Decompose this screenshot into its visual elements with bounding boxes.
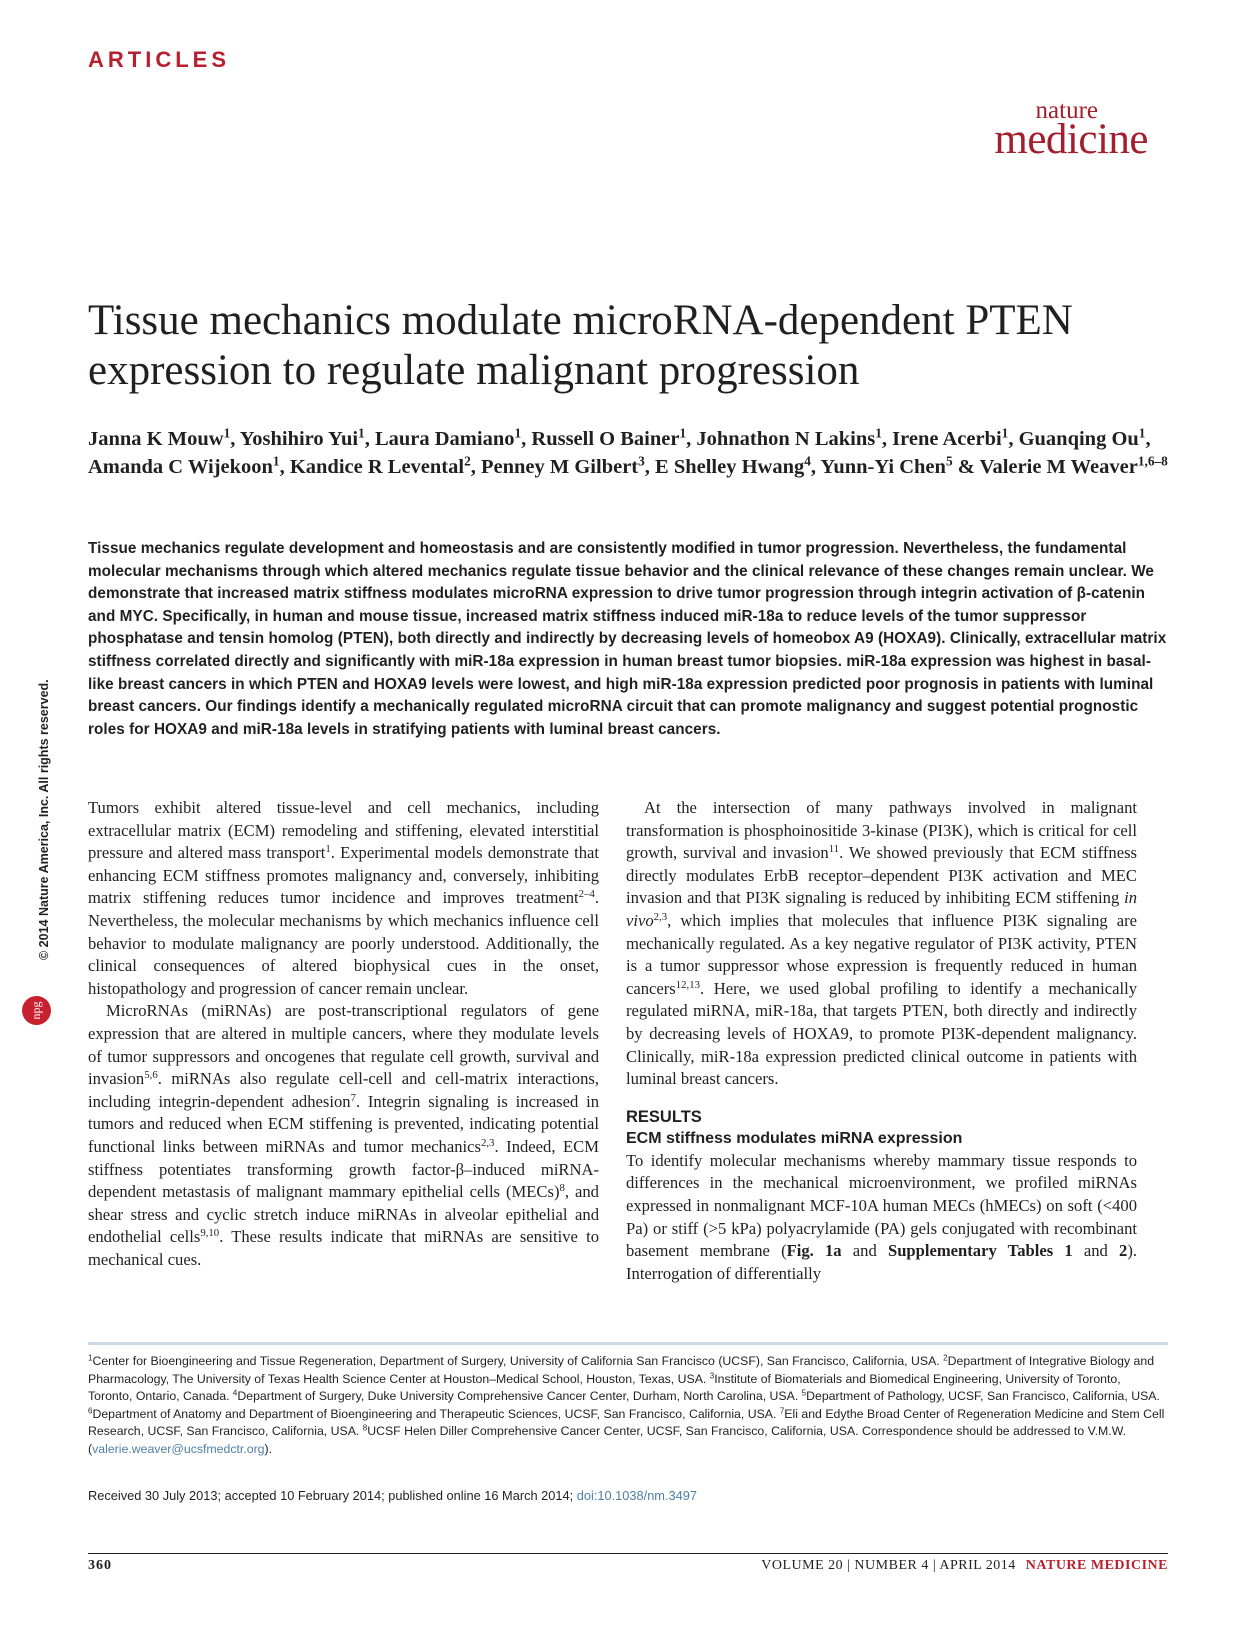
text-run: and [841,1241,888,1261]
reference-superscript: 1 [88,1353,93,1363]
italic-text: in vivo [626,888,1137,930]
reference-superscript: 5,6 [144,1069,158,1082]
text-run: ). Interrogation of differentially [626,1241,1137,1283]
section-label: ARTICLES [88,47,230,72]
footer-journal-name: NATURE MEDICINE [1025,1558,1168,1573]
npg-logo: npg [22,996,51,1025]
author-name: Guanqing Ou [1018,428,1139,450]
reference-superscript: 6 [88,1406,93,1416]
author-list [88,425,1168,481]
text-run: Department of Integrative Biology and Pharmacology, The University of Texas Health Science Center at Houston–Medical School, Houston, Texas, USA. [88,1354,1155,1386]
footer-divider [88,1553,1168,1554]
author-name: E Shelley Hwang [655,456,805,478]
body-paragraph [88,797,599,1000]
author-name: Valerie M Weaver [979,456,1138,478]
reference-superscript: 8 [559,1182,565,1195]
text-run: ). [264,1441,273,1456]
author-name: Russell O Bainer [531,428,680,450]
author-name: Janna K Mouw [88,428,224,450]
body-paragraph [88,1000,599,1271]
text-run: . These results indicate that miRNAs are sensitive to mechanical cues. [88,1227,599,1269]
author-separator: , [230,428,240,450]
reference-superscript: 12,13 [675,978,701,991]
text-run: . Here, we used global profiling to identify a mechanically regulated miRNA, miR-18a, that targets PTEN, both directly and indirectly by decreasing levels of HOXA9, to promote PI3K-dependent malignancy. Clinically, miR-18a expression predicted clinical outcome in patients with luminal breast cancers. [626,978,1137,1089]
reference-superscript: 7 [350,1091,356,1104]
body-paragraph [626,1150,1137,1286]
author-affiliation-marker: 1 [679,425,687,441]
author-separator: , [686,428,697,450]
reference-superscript: 11 [828,843,840,856]
footer-issue-info [761,1558,1168,1574]
text-run: , and shear stress and cyclic stretch induce miRNAs in alveolar epithelial and endothelial cells [88,1182,599,1247]
author-separator: , [881,428,893,450]
logo-line-nature: nature [1035,97,1098,124]
author-affiliation-marker: 1 [514,425,522,441]
logo-line-medicine: medicine [994,116,1148,163]
reference-superscript: 3 [709,1371,715,1381]
reference-superscript: 7 [779,1406,785,1416]
text-run: . We showed previously that ECM stiffness directly modulates ErbB receptor–dependent PI3K activation and MEC invasion and that PI3K signaling is reduced by inhibiting ECM stiffening [626,843,1137,908]
author-name: Kandice R Levental [289,456,465,478]
results-subheading: ECM stiffness modulates miRNA expression [626,1129,963,1147]
text-run: Department of Anatomy and Department of Bioengineering and Therapeutic Sciences, UCSF, San Francisco, California, USA. [92,1406,780,1421]
author-separator: , [470,456,481,478]
text-run: UCSF Helen Diller Comprehensive Cancer Center, UCSF, San Francisco, California, USA. Correspondence should be addressed to V.M.W. ( [88,1424,1127,1456]
text-run: , which implies that molecules that influence PI3K signaling are mechanically regulated. As a key negative regulator of PI3K activity, PTEN is a tumor suppressor whose expression is frequently reduced in human cancers [626,910,1137,998]
copyright-notice: © 2014 Nature America, Inc. All rights reserved. [37,679,51,960]
author-separator: & [952,456,980,478]
text-run: Department of Pathology, UCSF, San Francisco, California, USA. [806,1389,1160,1403]
author-separator: , [810,456,821,478]
author-separator: , [521,428,532,450]
author-affiliation-marker: 2 [464,453,471,469]
reference-superscript: 5 [801,1388,807,1398]
author-affiliation-marker: 1 [358,425,365,441]
page-number: 360 [88,1558,112,1573]
author-separator: , [644,456,656,478]
text-run: . miRNAs also regulate cell-cell and cell-matrix interactions, including integrin-dependent adhesion [88,1069,599,1111]
body-column-right [626,797,1137,1285]
author-affiliation-marker: 1 [875,425,882,441]
figure-reference: 2 [1119,1241,1128,1261]
author-affiliation-marker: 3 [638,453,645,469]
footnote-divider [88,1342,1168,1345]
author-name: Yoshihiro Yui [239,428,359,450]
results-heading: RESULTS [626,1107,702,1126]
figure-reference: Fig. 1a [786,1241,842,1261]
received-dates: Received 30 July 2013; accepted 10 February 2014; published online 16 March 2014; [88,1488,577,1503]
author-name: Johnathon N Lakins [696,428,876,450]
affiliations [88,1353,1168,1458]
author-separator: , [364,428,375,450]
reference-superscript: 9,10 [200,1227,220,1240]
author-affiliation-marker: 1 [1138,425,1146,441]
author-separator: , [1008,428,1019,450]
author-name: Amanda C Wijekoon [88,456,273,478]
received-line [88,1487,1168,1505]
author-affiliation-marker: 1 [272,453,280,469]
body-column-left [88,797,599,1271]
journal-logo [968,97,1148,163]
text-run: . Experimental models demonstrate that enhancing ECM stiffness promotes malignancy and, conversely, inhibiting matrix stiffening reduces tumor incidence and improves treatment [88,843,599,908]
reference-superscript: 1 [325,843,331,856]
reference-superscript: 2,3 [653,911,668,924]
author-name: Laura Damiano [374,428,515,450]
text-run: Tumors exhibit altered tissue-level and cell mechanics, including extracellular matrix (ECM) remodeling and stiffening, elevated interstitial pressure and altered mass transport [88,798,599,863]
author-affiliation-marker: 5 [945,453,953,469]
author-separator: , [1145,428,1151,450]
text-run: Center for Bioengineering and Tissue Regeneration, Department of Surgery, University of California San Francisco (UCSF), San Francisco, California, USA. [92,1354,944,1368]
text-run: MicroRNAs (miRNAs) are post-transcriptional regulators of gene expression that are altered in multiple cancers, where they modulate levels of tumor suppressors and oncogenes that regulate cell growth, survival and invasion [88,1001,599,1089]
author-affiliation-marker: 1 [1001,425,1009,441]
reference-superscript: 2–4 [578,888,595,901]
author-affiliation-marker: 1 [223,425,231,441]
doi-link[interactable]: doi:10.1038/nm.3497 [576,1488,697,1503]
text-run: . Indeed, ECM stiffness potentiates transforming growth factor-β–induced miRNA-dependent metastasis of malignant mammary epithelial cells (MECs) [88,1136,599,1202]
text-run: . Integrin signaling is increased in tumors and reduced when ECM stiffening is prevented, indicating potential functional links between miRNAs and tumor mechanics [88,1091,599,1156]
reference-superscript: 4 [232,1388,238,1398]
text-run: Eli and Edythe Broad Center of Regeneration Medicine and Stem Cell Research, UCSF, San Francisco, California, USA. [88,1406,1165,1438]
text-run: and [1072,1241,1120,1261]
text-run: Institute of Biomaterials and Biomedical Engineering, University of Toronto, Toronto, Ontario, Canada. [88,1371,1121,1403]
author-separator: , [279,456,290,478]
body-paragraph [626,797,1137,1091]
text-run: Department of Surgery, Duke University Comprehensive Cancer Center, Durham, North Carolina, USA. [237,1389,802,1403]
article-title: Tissue mechanics modulate microRNA-dependent PTEN expression to regulate malignant progression [88,297,1073,394]
reference-superscript: 8 [362,1423,368,1433]
issue-info: VOLUME 20 | NUMBER 4 | APRIL 2014 [761,1558,1016,1573]
author-name: Penney M Gilbert [480,456,639,478]
author-affiliation-marker: 1,6–8 [1137,453,1168,469]
text-run: . Nevertheless, the molecular mechanisms by which mechanics influence cell behavior to modulate malignancy are poorly understood. Additionally, the clinical consequences of altered biophysical cues in the onset, histopathology and progression of cancer remain unclear. [88,888,599,998]
email-link[interactable]: valerie.weaver@ucsfmedctr.org [92,1441,265,1456]
text-run: At the intersection of many pathways involved in malignant transformation is phosphoinositide 3-kinase (PI3K), which is critical for cell growth, survival and invasion [626,798,1137,863]
abstract: Tissue mechanics regulate development and homeostasis and are consistently modified in tumor progression. Nevertheless, the fundamental molecular mechanisms through which altered mechanics regulate tissue behavior and the clinical relevance of these changes remain unclear. We demonstrate that increased matrix stiffness modulates microRNA expression to drive tumor progression through integrin activation of β-catenin and MYC. Specifically, in human and mouse tissue, increased matrix stiffness induced miR-18a to reduce levels of the tumor suppressor phosphatase and tensin homolog (PTEN), both directly and indirectly by decreasing levels of homeobox A9 (HOXA9). Clinically, extracellular matrix stiffness correlated directly and significantly with miR-18a expression in human breast tumor biopsies. miR-18a expression was highest in basal-like breast cancers in which PTEN and HOXA9 levels were lowest, and high miR-18a expression predicted poor prognosis in patients with luminal breast cancers. Our findings identify a mechanically regulated microRNA circuit that can promote malignancy and suggest potential prognostic roles for HOXA9 and miR-18a levels in stratifying patients with luminal breast cancers. [88,540,1167,738]
figure-reference: Supplementary Tables 1 [887,1241,1073,1261]
text-run: To identify molecular mechanisms whereby mammary tissue responds to differences in the mechanical microenvironment, we profiled miRNAs expressed in nonmalignant MCF-10A human MECs (hMECs) on soft (<400 Pa) or stiff (>5 kPa) polyacrylamide (PA) gels conjugated with recombinant basement membrane ( [626,1150,1137,1261]
reference-superscript: 2,3 [480,1136,495,1149]
reference-superscript: 2 [943,1353,948,1363]
author-name: Yunn-Yi Chen [820,456,946,478]
author-name: Irene Acerbi [892,428,1002,450]
author-affiliation-marker: 4 [804,453,811,469]
